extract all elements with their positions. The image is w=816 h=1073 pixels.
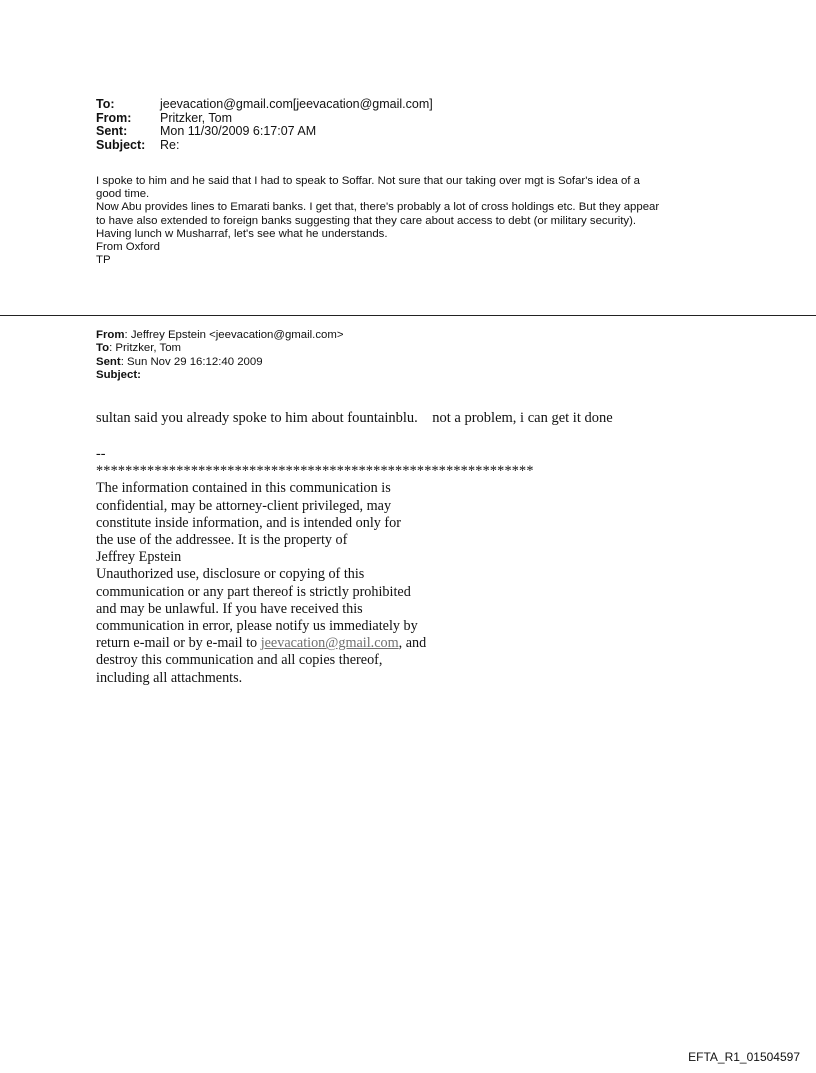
quoted-subject-row (96, 369, 344, 382)
quoted-from-row (96, 329, 344, 342)
header-subject-row (96, 139, 433, 153)
header-sent-row (96, 125, 433, 139)
header-from-row (96, 112, 433, 126)
header-sent-value: Mon 11/30/2009 6:17:07 AM (160, 124, 317, 139)
reply-line: TP (96, 254, 111, 267)
signature-line-suffix: , and (398, 635, 427, 652)
signature-dashes: -- (96, 446, 106, 462)
quoted-sent-value: : Sun Nov 29 16:12:40 2009 (120, 355, 263, 368)
document-id: EFTA_R1_01504597 (688, 1050, 800, 1064)
header-subject-label: Subject: (96, 137, 146, 152)
signature-line: Jeffrey Epstein (96, 549, 182, 566)
quoted-subject-label: Subject (96, 369, 138, 382)
email-link[interactable]: jeevacation@gmail.com (260, 635, 399, 652)
signature-line-prefix: return e-mail or by e-mail to (96, 635, 261, 652)
quoted-sent-row (96, 356, 344, 369)
signature-line (96, 635, 616, 652)
signature-line: communication or any part thereof is strictly prohibited (96, 583, 411, 600)
reply-line: From Oxford (96, 241, 160, 254)
signature-line: communication in error, please notify us immediately by (96, 618, 418, 635)
signature-block (96, 446, 616, 687)
signature-line: including all attachments. (96, 669, 243, 686)
signature-stars: ************************************************************ (96, 463, 534, 480)
header-from-label: From: (96, 110, 132, 125)
reply-line: Having lunch w Musharraf, let's see what he understands. (96, 227, 388, 240)
reply-line: I spoke to him and he said that I had to speak to Soffar. Not sure that our taking over mgt is Sofar's idea of a (96, 175, 640, 187)
quoted-to-row (96, 342, 344, 355)
header-to-label: To: (96, 97, 115, 111)
signature-line: constitute inside information, and is intended only for (96, 514, 401, 531)
header-to-row (96, 98, 433, 112)
header-subject-value: Re: (160, 137, 180, 152)
quoted-body: sultan said you already spoke to him about fountainblu. not a problem, i can get it done (96, 410, 613, 426)
quoted-to-label: To (96, 342, 110, 355)
quoted-header (96, 329, 344, 383)
reply-line: good time. (96, 188, 150, 201)
quoted-to-value: : Pritzker, Tom (109, 342, 182, 355)
signature-line: The information contained in this communication is (96, 480, 391, 497)
signature-line: Unauthorized use, disclosure or copying of this (96, 566, 365, 583)
quoted-sent-label: Sent (96, 355, 121, 368)
separator-line (0, 315, 816, 316)
reply-line: to have also extended to foreign banks suggesting that they care about access to debt (or military security). (96, 214, 637, 227)
signature-line: and may be unlawful. If you have received this (96, 600, 363, 617)
quoted-from-label: From (96, 329, 125, 341)
email-header (96, 98, 433, 152)
signature-line: destroy this communication and all copies thereof, (96, 652, 383, 669)
header-sent-label: Sent: (96, 124, 128, 139)
header-to-value: jeevacation@gmail.com[jeevacation@gmail.com] (160, 97, 433, 111)
quoted-from-value: : Jeffrey Epstein <jeevacation@gmail.com> (124, 329, 344, 341)
signature-line: the use of the addressee. It is the property of (96, 532, 348, 549)
reply-body (96, 175, 736, 267)
reply-line: Now Abu provides lines to Emarati banks. I get that, there's probably a lot of cross holdings etc. But they appear (96, 201, 660, 214)
header-from-value: Pritzker, Tom (160, 110, 233, 125)
quoted-subject-value: : (137, 369, 141, 382)
signature-line: confidential, may be attorney-client privileged, may (96, 497, 392, 514)
